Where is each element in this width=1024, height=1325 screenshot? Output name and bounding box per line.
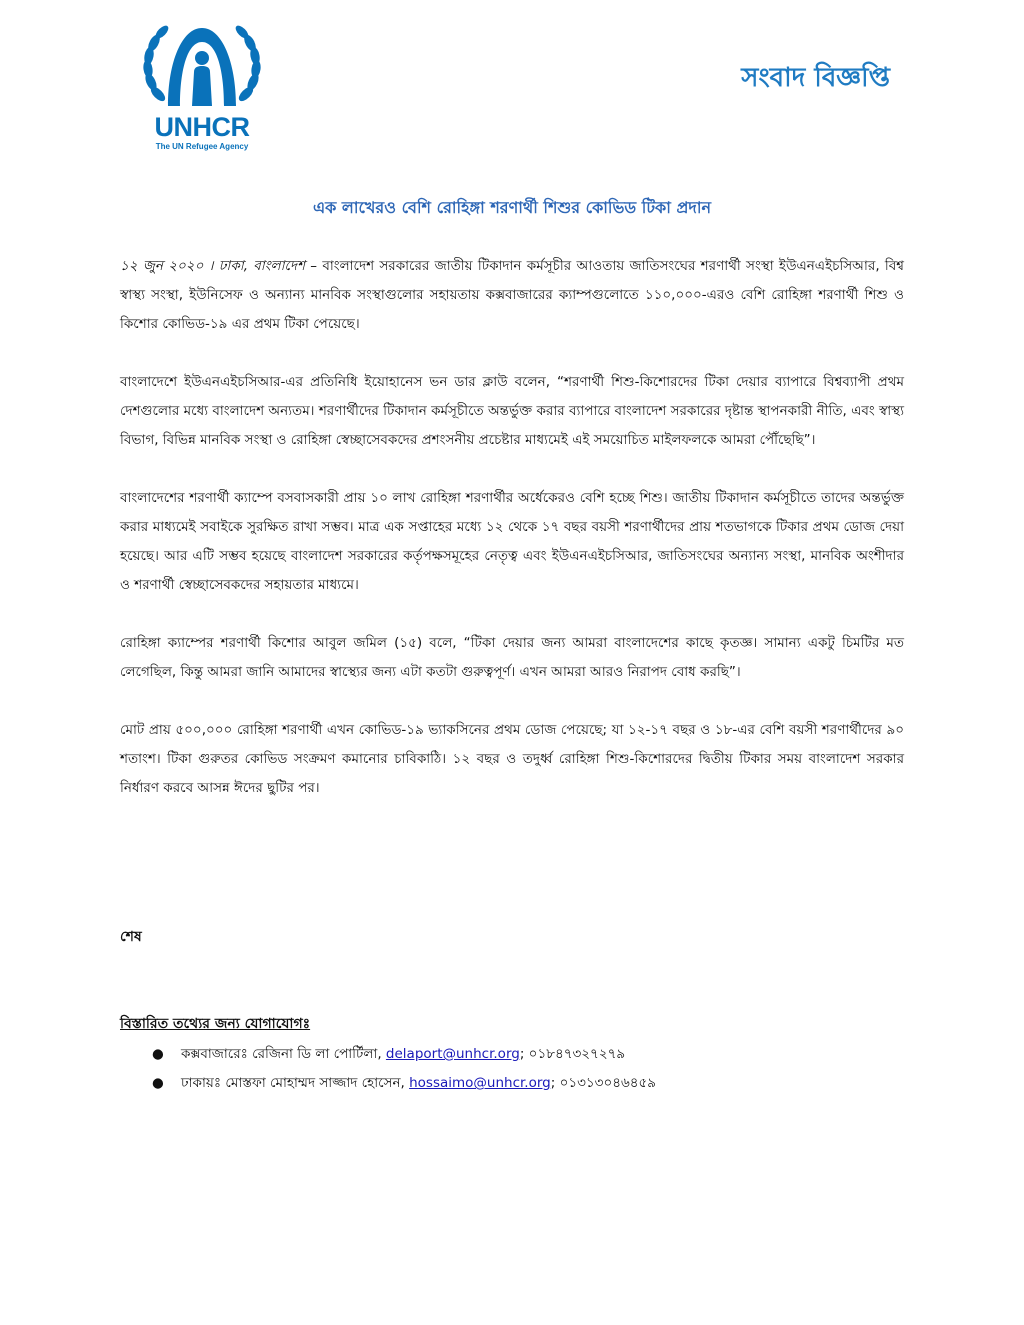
article-body <box>120 252 904 832</box>
bullet-icon: ● <box>152 1046 164 1062</box>
lead-paragraph <box>120 252 904 339</box>
laurel-family-emblem-icon <box>138 22 266 114</box>
logo-tagline: The UN Refugee Agency <box>155 142 249 151</box>
dateline: ১২ জুন ২০২০ । ঢাকা, বাংলাদেশ <box>120 258 305 274</box>
unhcr-logo <box>138 22 266 154</box>
contact-item-coxs-bazar <box>120 1040 904 1069</box>
article-headline: এক লাখেরও বেশি রোহিঙ্গা শরণার্থী শিশুর কোভিড টিকা প্রদান <box>312 198 712 217</box>
contact-heading: বিস্তারিত তথ্যের জন্য যোগাযোগঃ <box>120 1016 311 1032</box>
refugee-quote-paragraph: রোহিঙ্গা ক্যাম্পের শরণার্থী কিশোর আবুল জমিল (১৫) বলে, “টিকা দেয়ার জন্য আমরা বাংলাদেশের কাছে কৃতজ্ঞ। সামান্য একটু চিমটির মত লেগেছিল, কিন্তু আমরা জানি আমাদের স্বাস্থ্যের জন্য এটা কতটা গুরুত্বপূর্ণ। এখন আমরা আরও নিরাপদ বোধ করছি”। <box>120 635 904 680</box>
contact-name: ঢাকায়ঃ মোস্তফা মোহাম্মদ সাজ্জাদ হোসেন, <box>181 1075 410 1091</box>
end-mark: শেষ <box>120 929 142 945</box>
contact-list <box>120 1040 904 1098</box>
bullet-icon: ● <box>152 1075 164 1091</box>
contact-name: কক্সবাজারেঃ রেজিনা ডি লা পোর্টিলা, <box>181 1046 386 1062</box>
dateline-separator: – <box>305 258 323 274</box>
press-release-title: সংবাদ বিজ্ঞপ্তি <box>741 63 890 93</box>
total-vaccinated-paragraph: মোট প্রায় ৫০০,০০০ রোহিঙ্গা শরণার্থী এখন কোভিড-১৯ ভ্যাকসিনের প্রথম ডোজ পেয়েছে; যা ১২-১৭ বছর ও ১৮-এর বেশি বয়সী শরণার্থীদের ৯০ শতাংশ। টিকা গুরুতর কোভিড সংক্রমণ কমানোর চাবিকাঠি। ১২ বছর ও তদুর্ধ্ব রোহিঙ্গা শিশু-কিশোরদের দ্বিতীয় টিকার সময় বাংলাদেশ সরকার নির্ধারণ করবে আসন্ন ঈদের ছুটির পর। <box>120 722 904 796</box>
contact-phone: ; ০১৩১৩০৪৬৪৫৯ <box>550 1075 657 1091</box>
logo-wordmark: UNHCR <box>154 112 250 142</box>
quote-representative-paragraph: বাংলাদেশে ইউএনএইচসিআর-এর প্রতিনিধি ইয়োহানেস ভন ডার ক্লাউ বলেন, “শরণার্থী শিশু-কিশোরদের টিকা দেয়ার ব্যাপারে বিশ্বব্যাপী প্রথম দেশগুলোর মধ্যে বাংলাদেশ অন্যতম। শরণার্থীদের টিকাদান কর্মসূচীতে অন্তর্ভুক্ত করার ব্যাপারে বাংলাদেশ সরকারের দৃষ্টান্ত স্থাপনকারী নীতি, এবং স্বাস্থ্য বিভাগ, বিভিন্ন মানবিক সংস্থা ও রোহিঙ্গা স্বেচ্ছাসেবকদের প্রশংসনীয় প্রচেষ্টার মাধ্যমেই এই সময়োচিত মাইলফলকে আমরা পৌঁছেছি”। <box>120 374 904 448</box>
email-link-hossaimo[interactable]: hossaimo@unhcr.org <box>409 1075 551 1091</box>
contact-item-dhaka <box>120 1069 904 1098</box>
email-link-delaport[interactable]: delaport@unhcr.org <box>385 1046 520 1062</box>
lead-paragraph-text: বাংলাদেশ সরকারের জাতীয় টিকাদান কর্মসূচীর আওতায় জাতিসংঘের শরণার্থী সংস্থা ইউএনএইচসিআর, বিশ্ব স্বাস্থ্য সংস্থা, ইউনিসেফ ও অন্যান্য মানবিক সংস্থাগুলোর সহায়তায় কক্সবাজারের ক্যাম্পগুলোতে ১১০,০০০-এরও বেশি রোহিঙ্গা শরণার্থী শিশু ও কিশোর কোভিড-১৯ এর প্রথম টিকা পেয়েছে। <box>120 258 904 332</box>
contact-phone: ; ০১৮৪৭৩২৭২৭৯ <box>519 1046 626 1062</box>
children-population-paragraph: বাংলাদেশের শরণার্থী ক্যাম্পে বসবাসকারী প্রায় ১০ লাখ রোহিঙ্গা শরণার্থীর অর্ধেকেরও বেশি হচ্ছে শিশু। জাতীয় টিকাদান কর্মসূচীতে তাদের অন্তর্ভুক্ত করার মাধ্যমেই সবাইকে সুরক্ষিত রাখা সম্ভব। মাত্র এক সপ্তাহের মধ্যে ১২ থেকে ১৭ বছর বয়সী শরণার্থীদের প্রায় শতভাগকে টিকার প্রথম ডোজ দেয়া হয়েছে। আর এটি সম্ভব হয়েছে বাংলাদেশ সরকারের কর্তৃপক্ষসমূহের নেতৃত্ব এবং ইউএনএইচসিআর, জাতিসংঘের অন্যান্য সংস্থা, মানবিক অংশীদার ও শরণার্থী স্বেচ্ছাসেবকদের সহায়তার মাধ্যমে। <box>120 490 904 593</box>
